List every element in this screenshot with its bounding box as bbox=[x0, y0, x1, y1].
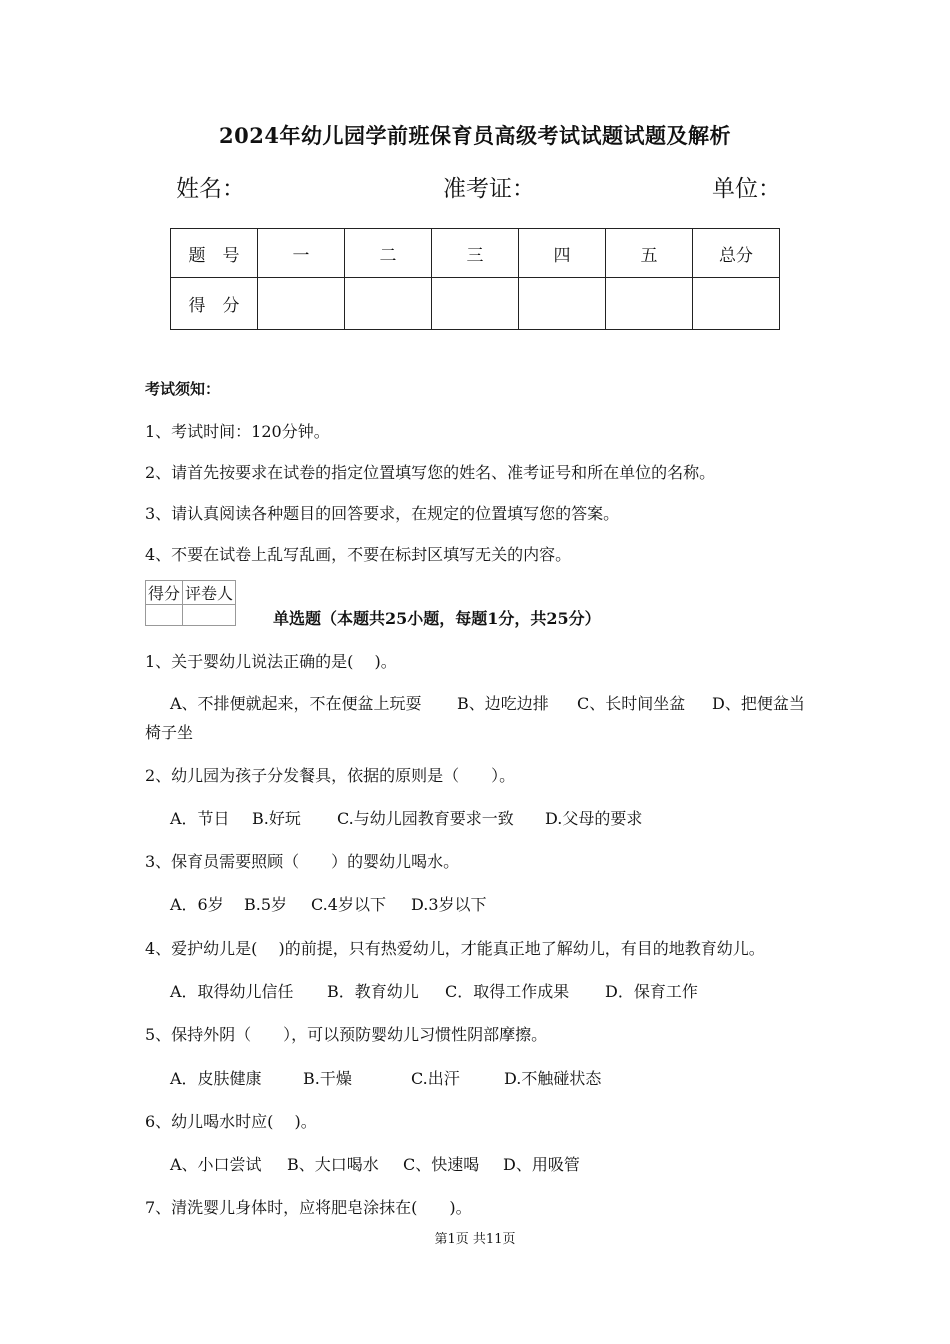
notice-item: 4、不要在试卷上乱写乱画，不要在标封区填写无关的内容。 bbox=[145, 545, 572, 564]
score-input-cell[interactable] bbox=[345, 278, 432, 330]
notice-item: 2、请首先按要求在试卷的指定位置填写您的姓名、准考证号和所在单位的名称。 bbox=[145, 463, 716, 482]
grader-box-score-label: 得分 bbox=[146, 581, 183, 605]
option: D．保育工作 bbox=[605, 982, 698, 1001]
option: D、用吸管 bbox=[503, 1155, 580, 1174]
option: C．取得工作成果 bbox=[445, 982, 570, 1001]
question-text: 7、清洗婴儿身体时，应将肥皂涂抹在( )。 bbox=[145, 1198, 472, 1217]
question-text: 4、爱护幼儿是( )的前提，只有热爱幼儿，才能真正地了解幼儿，有目的地教育幼儿。 bbox=[145, 939, 765, 958]
score-table-cell: 总分 bbox=[693, 229, 780, 278]
grader-box bbox=[145, 580, 236, 626]
option: C、快速喝 bbox=[403, 1155, 480, 1174]
score-table bbox=[170, 228, 780, 330]
option: C.出汗 bbox=[411, 1069, 460, 1088]
score-table-cell: 题 号 bbox=[171, 229, 258, 278]
question-text: 2、幼儿园为孩子分发餐具，依据的原则是（ ）。 bbox=[145, 766, 516, 785]
score-table-row-label: 得 分 bbox=[171, 278, 258, 330]
option: A．皮肤健康 bbox=[170, 1069, 262, 1088]
option: B.5岁 bbox=[244, 895, 288, 914]
option: D.3岁以下 bbox=[411, 895, 487, 914]
question-text: 3、保育员需要照顾（ ）的婴幼儿喝水。 bbox=[145, 852, 460, 871]
notice-heading: 考试须知： bbox=[145, 380, 221, 398]
question-text: 1、关于婴幼儿说法正确的是( )。 bbox=[145, 652, 397, 671]
question-text: 5、保持外阴（ ），可以预防婴幼儿习惯性阴部摩擦。 bbox=[145, 1025, 548, 1044]
option: D.不触碰状态 bbox=[504, 1069, 602, 1088]
option: B、大口喝水 bbox=[287, 1155, 379, 1174]
option: D、把便盆当 bbox=[712, 694, 805, 713]
score-table-cell: 三 bbox=[432, 229, 519, 278]
score-table-header-row bbox=[171, 229, 780, 278]
score-table-cell: 五 bbox=[606, 229, 693, 278]
score-table-cell: 一 bbox=[258, 229, 345, 278]
option: A、不排便就起来，不在便盆上玩耍 bbox=[170, 694, 422, 713]
grader-box-score-cell[interactable] bbox=[146, 605, 183, 626]
page-footer: 第1页 共11页 bbox=[434, 1232, 516, 1247]
score-input-cell[interactable] bbox=[258, 278, 345, 330]
score-input-cell[interactable] bbox=[432, 278, 519, 330]
section-title: 单选题（本题共25小题，每题1分，共25分） bbox=[273, 609, 601, 628]
option: C.4岁以下 bbox=[311, 895, 386, 914]
name-field-label: 姓名： bbox=[176, 176, 245, 202]
option-wrap: 椅子坐 bbox=[145, 723, 194, 742]
score-input-cell[interactable] bbox=[693, 278, 780, 330]
option: B.干燥 bbox=[303, 1069, 352, 1088]
score-table-cell: 二 bbox=[345, 229, 432, 278]
grader-box-grader-cell[interactable] bbox=[183, 605, 236, 626]
grader-box-grader-label: 评卷人 bbox=[183, 581, 236, 605]
document-title: 2024年幼儿园学前班保育员高级考试试题试题及解析 bbox=[219, 123, 731, 148]
score-table-cell: 四 bbox=[519, 229, 606, 278]
option: B．教育幼儿 bbox=[327, 982, 419, 1001]
option: A、小口尝试 bbox=[170, 1155, 262, 1174]
score-input-cell[interactable] bbox=[519, 278, 606, 330]
option: D.父母的要求 bbox=[545, 809, 643, 828]
unit-field-label: 单位： bbox=[712, 176, 781, 202]
option: B.好玩 bbox=[252, 809, 301, 828]
score-table-score-row bbox=[171, 278, 780, 330]
option: B、边吃边排 bbox=[457, 694, 549, 713]
option: A．取得幼儿信任 bbox=[170, 982, 294, 1001]
notice-item: 3、请认真阅读各种题目的回答要求，在规定的位置填写您的答案。 bbox=[145, 504, 620, 523]
question-text: 6、幼儿喝水时应( )。 bbox=[145, 1112, 317, 1131]
option: C.与幼儿园教育要求一致 bbox=[337, 809, 514, 828]
score-input-cell[interactable] bbox=[606, 278, 693, 330]
exam-number-field-label: 准考证： bbox=[443, 176, 535, 202]
option: A．节日 bbox=[170, 809, 230, 828]
option: C、长时间坐盆 bbox=[577, 694, 686, 713]
option: A．6岁 bbox=[170, 895, 224, 914]
notice-item: 1、考试时间：120分钟。 bbox=[145, 422, 330, 441]
